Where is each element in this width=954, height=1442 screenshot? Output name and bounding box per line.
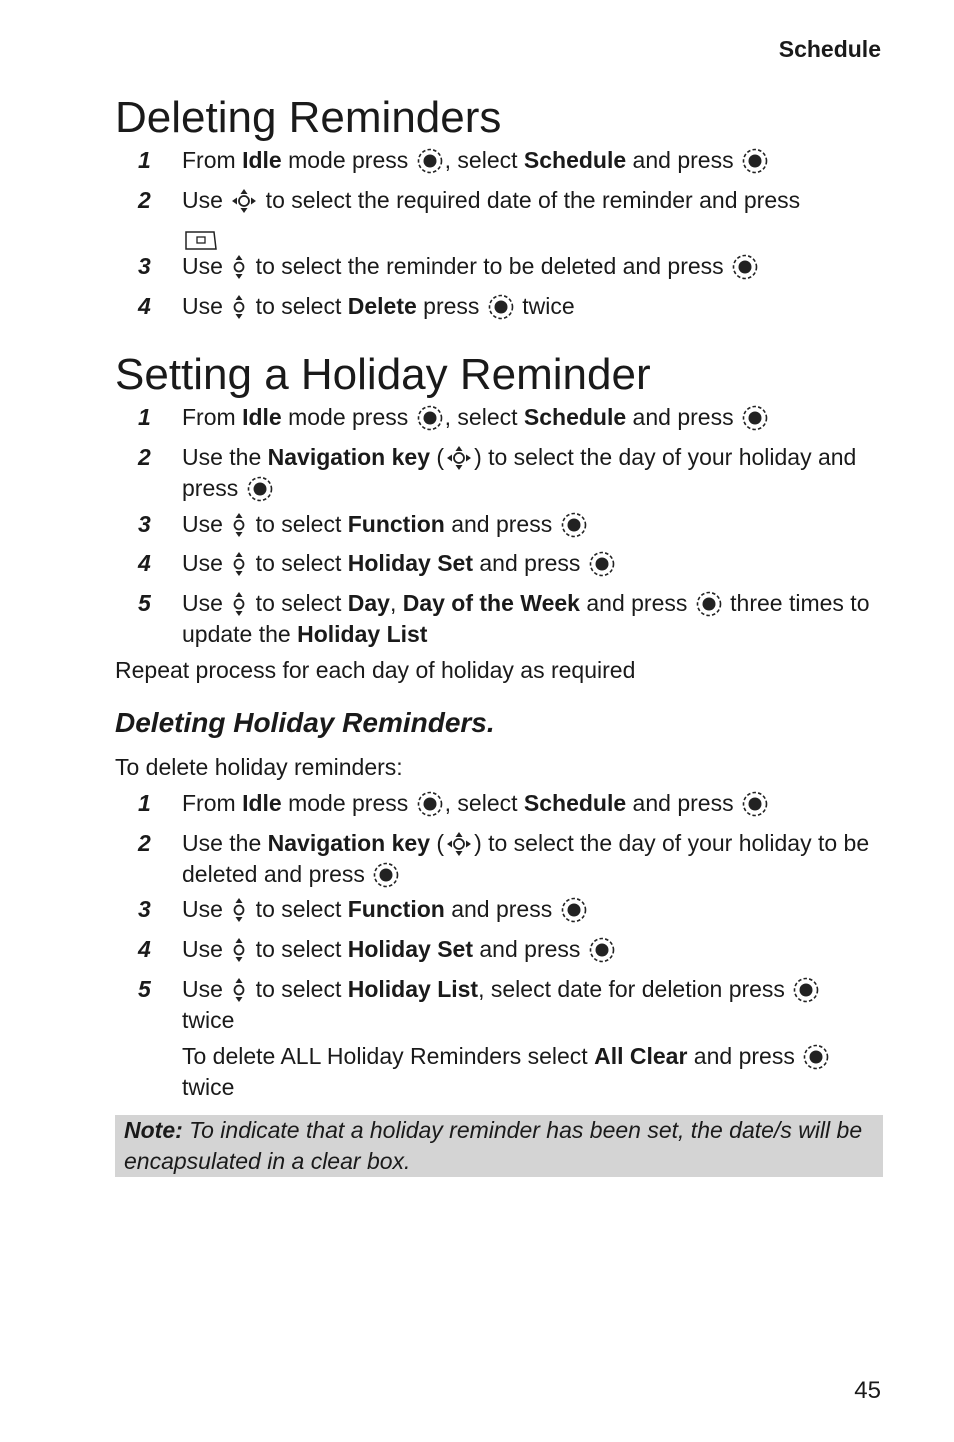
step-number: 2 (138, 830, 151, 856)
note-text: To indicate that a holiday reminder has been set, the date/s will be encapsulated in a clear box. (124, 1117, 863, 1174)
select-key-icon (793, 977, 819, 1003)
up-down-nav-icon (231, 977, 247, 1003)
four-way-nav-icon (446, 831, 472, 857)
select-key-icon (417, 148, 443, 174)
step-number: 4 (138, 936, 151, 962)
select-key-icon (561, 897, 587, 923)
delete-holiday-step-1: 1 From Idle mode press , select Schedule and press (138, 788, 878, 819)
step-number: 3 (138, 253, 151, 279)
repeat-instruction: Repeat process for each day of holiday as required (115, 657, 636, 683)
step-number: 2 (138, 444, 151, 470)
holiday-reminder-title: Setting a Holiday Reminder (115, 350, 651, 399)
step-number: 1 (138, 147, 151, 173)
select-key-icon (803, 1044, 829, 1070)
select-key-icon (742, 791, 768, 817)
up-down-nav-icon (231, 551, 247, 577)
select-key-icon (732, 254, 758, 280)
select-key-icon (417, 405, 443, 431)
running-header: Schedule (778, 36, 881, 62)
step-number: 4 (138, 550, 151, 576)
select-key-icon (247, 476, 273, 502)
select-key-icon (589, 551, 615, 577)
note-label: Note: (124, 1117, 183, 1143)
step-number: 1 (138, 404, 151, 430)
all-clear-instruction: To delete ALL Holiday Reminders select All Clear and press twice (182, 1041, 878, 1103)
select-key-icon (742, 148, 768, 174)
note-box (115, 1115, 883, 1177)
delete-step-2: 2 Use to select the required date of the reminder and press (138, 185, 878, 251)
holiday-step-1: 1 From Idle mode press , select Schedule and press (138, 402, 878, 433)
delete-holiday-intro: To delete holiday reminders: (115, 754, 403, 780)
select-key-icon (488, 294, 514, 320)
step-number: 1 (138, 790, 151, 816)
step-number: 5 (138, 590, 151, 616)
page-number: 45 (854, 1377, 881, 1404)
select-key-icon (696, 591, 722, 617)
four-way-nav-icon (231, 188, 257, 214)
step-number: 5 (138, 976, 151, 1002)
select-key-icon (373, 862, 399, 888)
delete-holiday-step-4: 4 Use to select Holiday Set and press (138, 934, 878, 965)
select-key-icon (589, 937, 615, 963)
delete-holiday-step-5: 5 Use to select Holiday List, select date for deletion press twice To delete ALL Holiday Reminders select All Clear and press twice (138, 974, 878, 1103)
up-down-nav-icon (231, 897, 247, 923)
up-down-nav-icon (231, 512, 247, 538)
delete-holiday-step-2: 2 Use the Navigation key ( ) to select the day of your holiday to be deleted and press (138, 830, 870, 887)
delete-holiday-step-3: 3 Use to select Function and press (138, 894, 878, 925)
select-key-icon (561, 512, 587, 538)
up-down-nav-icon (231, 591, 247, 617)
delete-step-3: 3 Use to select the reminder to be deleted and press (138, 251, 878, 282)
step-number: 3 (138, 896, 151, 922)
delete-step-4: 4 Use to select Delete press twice (138, 291, 878, 322)
holiday-step-3: 3 Use to select Function and press (138, 509, 878, 540)
holiday-step-4: 4 Use to select Holiday Set and press (138, 548, 878, 579)
four-way-nav-icon (446, 445, 472, 471)
select-key-icon (417, 791, 443, 817)
soft-key-icon (184, 229, 218, 251)
holiday-step-2: 2 Use the Navigation key ( ) to select the day of your holiday and press (138, 444, 857, 501)
up-down-nav-icon (231, 294, 247, 320)
delete-step-1: 1 From Idle mode press , select Schedule and press (138, 145, 878, 176)
step-number: 2 (138, 187, 151, 213)
holiday-step-5: 5 Use to select Day, Day of the Week and press three times to update the Holiday List (138, 590, 870, 647)
up-down-nav-icon (231, 937, 247, 963)
up-down-nav-icon (231, 254, 247, 280)
select-key-icon (742, 405, 768, 431)
deleting-reminders-title: Deleting Reminders (115, 93, 502, 142)
step-number: 4 (138, 293, 151, 319)
deleting-holiday-subtitle: Deleting Holiday Reminders. (115, 707, 495, 738)
step-number: 3 (138, 511, 151, 537)
